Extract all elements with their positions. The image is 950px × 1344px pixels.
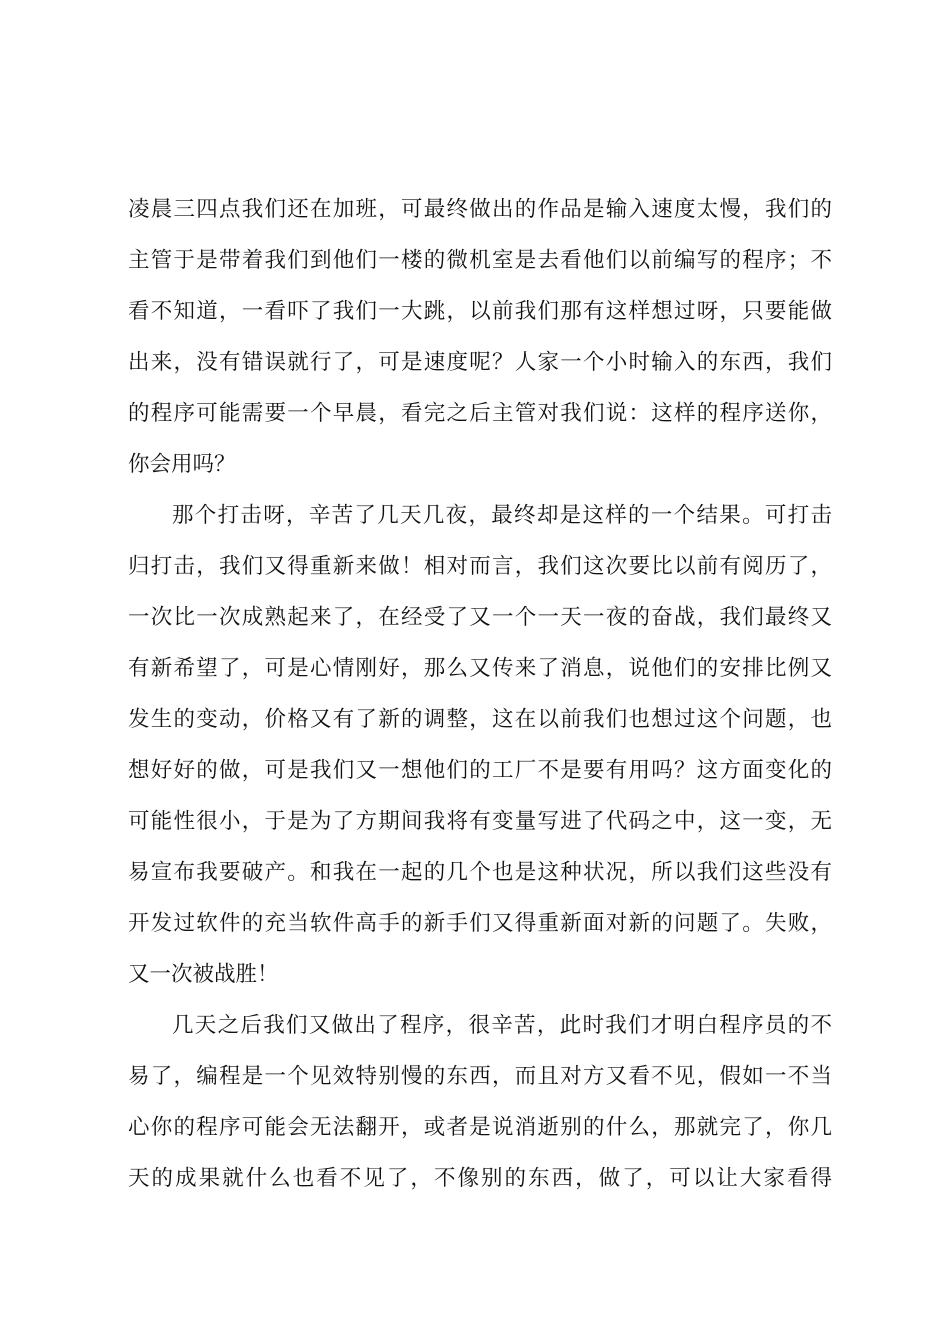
text-line: 归打击，我们又得重新来做！相对而言，我们这次要比以前有阅历了，	[128, 554, 832, 579]
document-body	[128, 184, 832, 1204]
text-line: 的程序可能需要一个早晨，看完之后主管对我们说：这样的程序送你，	[128, 401, 832, 426]
text-line: 易了，编程是一个见效特别慢的东西，而且对方又看不见，假如一不当	[128, 1064, 832, 1089]
text-line: 易宣布我要破产。和我在一起的几个也是这种状况，所以我们这些没有	[128, 860, 832, 885]
text-line: 主管于是带着我们到他们一楼的微机室是去看他们以前编写的程序；不	[128, 248, 832, 273]
text-line: 又一次被战胜！	[128, 962, 279, 987]
text-line: 可能性很小，于是为了方期间我将有变量写进了代码之中，这一变，无	[128, 809, 832, 834]
text-line: 那个打击呀，辛苦了几天几夜，最终却是这样的一个结果。可打击	[172, 503, 832, 528]
text-line: 想好好的做，可是我们又一想他们的工厂不是要有用吗？这方面变化的	[128, 758, 832, 783]
text-line: 出来，没有错误就行了，可是速度呢？人家一个小时输入的东西，我们	[128, 350, 832, 375]
text-line: 发生的变动，价格又有了新的调整，这在以前我们也想过这个问题，也	[128, 707, 832, 732]
text-line: 看不知道，一看吓了我们一大跳，以前我们那有这样想过呀，只要能做	[128, 299, 832, 324]
text-line: 有新希望了，可是心情刚好，那么又传来了消息，说他们的安排比例又	[128, 656, 832, 681]
text-line: 天的成果就什么也看不见了，不像别的东西，做了，可以让大家看得	[128, 1166, 832, 1191]
text-line: 凌晨三四点我们还在加班，可最终做出的作品是输入速度太慢，我们的	[128, 197, 832, 222]
text-line: 一次比一次成熟起来了，在经受了又一个一天一夜的奋战，我们最终又	[128, 605, 832, 630]
text-line: 你会用吗？	[128, 452, 236, 477]
text-line: 心你的程序可能会无法翻开，或者是说消逝别的什么，那就完了，你几	[128, 1115, 832, 1140]
text-line: 开发过软件的充当软件高手的新手们又得重新面对新的问题了。失败，	[128, 911, 832, 936]
text-line: 几天之后我们又做出了程序，很辛苦，此时我们才明白程序员的不	[172, 1013, 832, 1038]
